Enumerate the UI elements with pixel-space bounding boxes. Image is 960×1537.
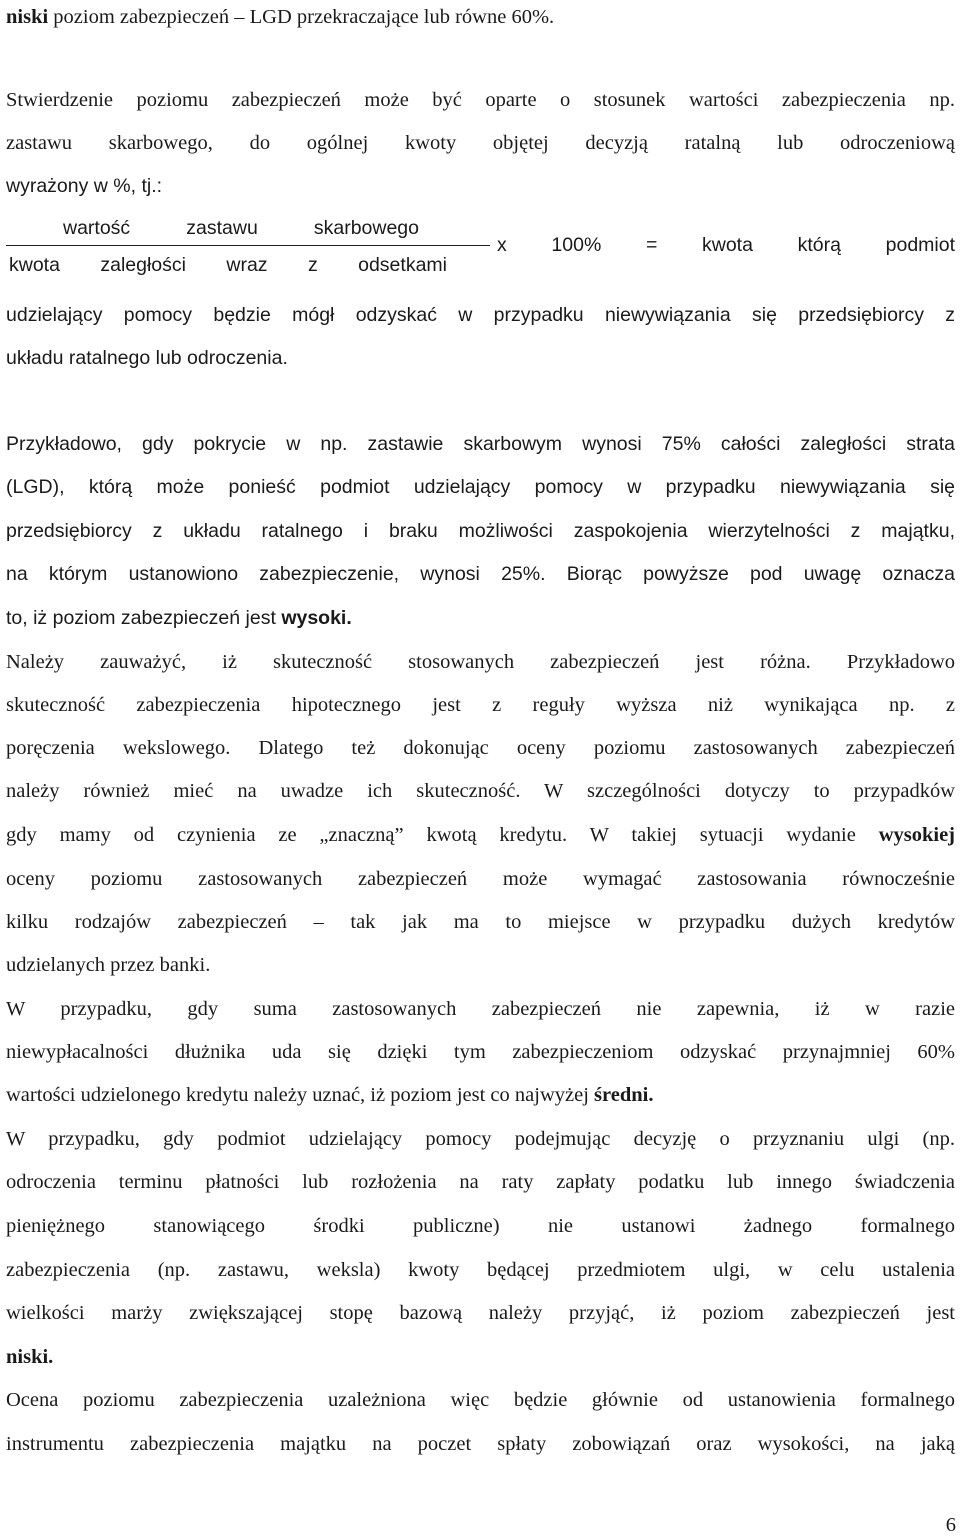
formula-numerator: wartość zastawu skarbowego <box>63 217 419 239</box>
text-line: (LGD), którą może ponieść podmiot udzielający pomocy w przypadku niewywiązania się <box>6 476 955 498</box>
text-line: Ocena poziomu zabezpieczenia uzależniona więc będzie głównie od ustanowienia formalnego <box>6 1389 955 1411</box>
text-line: Przykładowo, gdy pokrycie w np. zastawie skarbowym wynosi 75% całości zaległości strata <box>6 433 955 455</box>
text-line: niski poziom zabezpieczeń – LGD przekraczające lub równe 60%. <box>6 6 555 28</box>
formula-denominator: kwota zaległości wraz z odsetkami <box>9 254 447 276</box>
text-line: zastawu skarbowego, do ogólnej kwoty objętej decyzją ratalną lub odroczeniową <box>6 132 955 154</box>
text-line: to, iż poziom zabezpieczeń jest wysoki. <box>6 607 352 629</box>
text-line: układu ratalnego lub odroczenia. <box>6 347 288 369</box>
text-line: wartości udzielonego kredytu należy uznać, iż poziom jest co najwyżej średni. <box>6 1084 654 1106</box>
text-line: Należy zauważyć, iż skuteczność stosowanych zabezpieczeń jest różna. Przykładowo <box>6 651 955 673</box>
text-line: należy również mieć na uwadze ich skuteczność. W szczególności dotyczy to przypadków <box>6 780 955 802</box>
text-line: poręczenia wekslowego. Dlatego też dokonując oceny poziomu zastosowanych zabezpieczeń <box>6 737 955 759</box>
text-line: wielkości marży zwiększającej stopę bazową należy przyjąć, iż poziom zabezpieczeń jest <box>6 1302 955 1324</box>
text-line: skuteczność zabezpieczenia hipotecznego jest z reguły wyższa niż wynikająca np. z <box>6 694 955 716</box>
fraction-bar <box>6 245 490 246</box>
text-line: na którym ustanowiono zabezpieczenie, wynosi 25%. Biorąc powyższe pod uwagę oznacza <box>6 563 955 585</box>
text-line: niski. <box>6 1346 54 1368</box>
text-line: oceny poziomu zastosowanych zabezpieczeń może wymagać zastosowania równocześnie <box>6 868 955 890</box>
text-line: przedsiębiorcy z układu ratalnego i braku możliwości zaspokojenia wierzytelności z majątku, <box>6 520 955 542</box>
text-line: udzielający pomocy będzie mógł odzyskać w przypadku niewywiązania się przedsiębiorcy z <box>6 304 955 326</box>
formula-rhs: x 100% = kwota którą podmiot <box>497 234 955 256</box>
text-line: odroczenia terminu płatności lub rozłożenia na raty zapłaty podatku lub innego świadczenia <box>6 1171 955 1193</box>
text-line: udzielanych przez banki. <box>6 954 211 976</box>
text-line: gdy mamy od czynienia ze „znaczną” kwotą kredytu. W takiej sytuacji wydanie wysokiej <box>6 824 955 846</box>
text-line: kilku rodzajów zabezpieczeń – tak jak ma to miejsce w przypadku dużych kredytów <box>6 911 955 933</box>
text-line: wyrażony w %, tj.: <box>6 175 163 197</box>
text-line: pieniężnego stanowiącego środki publiczne) nie ustanowi żadnego formalnego <box>6 1215 955 1237</box>
text-line: zabezpieczenia (np. zastawu, weksla) kwoty będącej przedmiotem ulgi, w celu ustalenia <box>6 1259 955 1281</box>
page-number: 6 <box>945 1514 956 1536</box>
text-line: niewypłacalności dłużnika uda się dzięki tym zabezpieczeniom odzyskać przynajmniej 60% <box>6 1041 955 1063</box>
text-line: W przypadku, gdy suma zastosowanych zabezpieczeń nie zapewnia, iż w razie <box>6 998 955 1020</box>
text-line: instrumentu zabezpieczenia majątku na poczet spłaty zobowiązań oraz wysokości, na jaką <box>6 1433 955 1455</box>
text-line: W przypadku, gdy podmiot udzielający pomocy podejmując decyzję o przyznaniu ulgi (np. <box>6 1128 955 1150</box>
text-line: Stwierdzenie poziomu zabezpieczeń może być oparte o stosunek wartości zabezpieczenia np. <box>6 89 955 111</box>
